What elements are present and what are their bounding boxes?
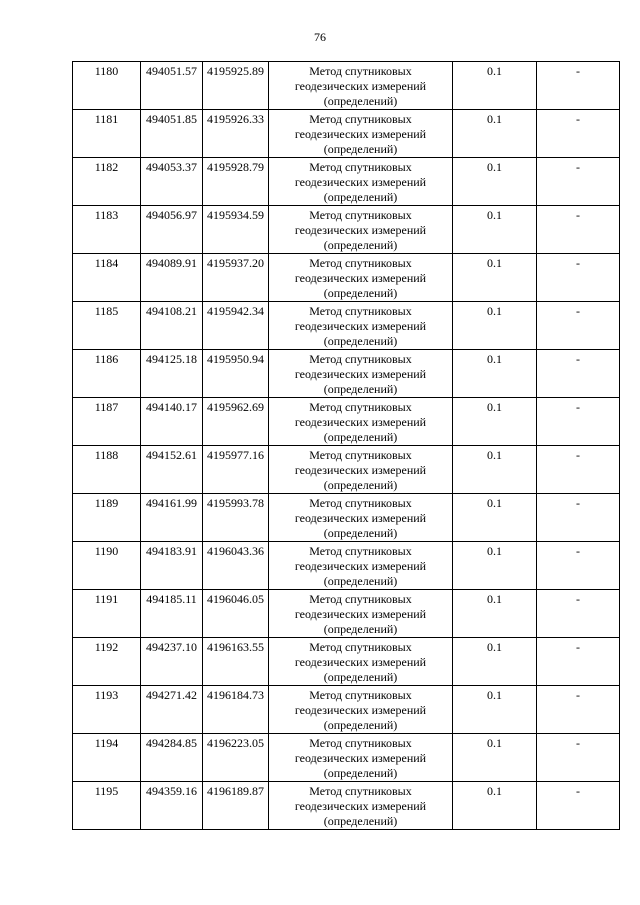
note-cell: - xyxy=(537,158,620,206)
accuracy-cell: 0.1 xyxy=(453,62,537,110)
y-coordinate-cell: 4196184.73 xyxy=(203,686,269,734)
table-row xyxy=(73,350,620,398)
note-cell: - xyxy=(537,206,620,254)
table-row xyxy=(73,494,620,542)
method-cell: Метод спутниковых геодезических измерений (определений) xyxy=(269,398,453,446)
x-coordinate-cell: 494271.42 xyxy=(141,686,203,734)
table-row xyxy=(73,638,620,686)
accuracy-cell: 0.1 xyxy=(453,782,537,830)
y-coordinate-cell: 4195926.33 xyxy=(203,110,269,158)
method-cell: Метод спутниковых геодезических измерений (определений) xyxy=(269,110,453,158)
point-number-cell: 1183 xyxy=(73,206,141,254)
y-coordinate-cell: 4196223.05 xyxy=(203,734,269,782)
point-number-cell: 1193 xyxy=(73,686,141,734)
note-cell: - xyxy=(537,350,620,398)
accuracy-cell: 0.1 xyxy=(453,302,537,350)
y-coordinate-cell: 4195993.78 xyxy=(203,494,269,542)
x-coordinate-cell: 494152.61 xyxy=(141,446,203,494)
x-coordinate-cell: 494185.11 xyxy=(141,590,203,638)
note-cell: - xyxy=(537,686,620,734)
x-coordinate-cell: 494053.37 xyxy=(141,158,203,206)
point-number-cell: 1185 xyxy=(73,302,141,350)
note-cell: - xyxy=(537,494,620,542)
accuracy-cell: 0.1 xyxy=(453,254,537,302)
method-cell: Метод спутниковых геодезических измерений (определений) xyxy=(269,62,453,110)
point-number-cell: 1180 xyxy=(73,62,141,110)
x-coordinate-cell: 494051.85 xyxy=(141,110,203,158)
y-coordinate-cell: 4195937.20 xyxy=(203,254,269,302)
table-row xyxy=(73,782,620,830)
method-cell: Метод спутниковых геодезических измерений (определений) xyxy=(269,590,453,638)
y-coordinate-cell: 4196189.87 xyxy=(203,782,269,830)
y-coordinate-cell: 4196163.55 xyxy=(203,638,269,686)
point-number-cell: 1187 xyxy=(73,398,141,446)
method-cell: Метод спутниковых геодезических измерений (определений) xyxy=(269,638,453,686)
x-coordinate-cell: 494140.17 xyxy=(141,398,203,446)
point-number-cell: 1188 xyxy=(73,446,141,494)
note-cell: - xyxy=(537,590,620,638)
method-cell: Метод спутниковых геодезических измерений (определений) xyxy=(269,494,453,542)
note-cell: - xyxy=(537,638,620,686)
accuracy-cell: 0.1 xyxy=(453,446,537,494)
x-coordinate-cell: 494089.91 xyxy=(141,254,203,302)
method-cell: Метод спутниковых геодезических измерений (определений) xyxy=(269,782,453,830)
table-row xyxy=(73,62,620,110)
table-row xyxy=(73,110,620,158)
method-cell: Метод спутниковых геодезических измерений (определений) xyxy=(269,206,453,254)
note-cell: - xyxy=(537,398,620,446)
y-coordinate-cell: 4196043.36 xyxy=(203,542,269,590)
method-cell: Метод спутниковых геодезических измерений (определений) xyxy=(269,302,453,350)
y-coordinate-cell: 4195950.94 xyxy=(203,350,269,398)
method-cell: Метод спутниковых геодезических измерений (определений) xyxy=(269,542,453,590)
y-coordinate-cell: 4195925.89 xyxy=(203,62,269,110)
point-number-cell: 1195 xyxy=(73,782,141,830)
page-number: 76 xyxy=(314,30,326,44)
accuracy-cell: 0.1 xyxy=(453,494,537,542)
coordinates-table xyxy=(72,61,620,830)
point-number-cell: 1189 xyxy=(73,494,141,542)
note-cell: - xyxy=(537,446,620,494)
note-cell: - xyxy=(537,782,620,830)
point-number-cell: 1182 xyxy=(73,158,141,206)
note-cell: - xyxy=(537,110,620,158)
x-coordinate-cell: 494359.16 xyxy=(141,782,203,830)
point-number-cell: 1184 xyxy=(73,254,141,302)
point-number-cell: 1194 xyxy=(73,734,141,782)
table-row xyxy=(73,686,620,734)
note-cell: - xyxy=(537,734,620,782)
x-coordinate-cell: 494284.85 xyxy=(141,734,203,782)
coordinates-table-body xyxy=(73,62,620,830)
x-coordinate-cell: 494161.99 xyxy=(141,494,203,542)
method-cell: Метод спутниковых геодезических измерений (определений) xyxy=(269,254,453,302)
table-row xyxy=(73,158,620,206)
table-row xyxy=(73,398,620,446)
table-row xyxy=(73,302,620,350)
y-coordinate-cell: 4195934.59 xyxy=(203,206,269,254)
y-coordinate-cell: 4195962.69 xyxy=(203,398,269,446)
accuracy-cell: 0.1 xyxy=(453,542,537,590)
y-coordinate-cell: 4195942.34 xyxy=(203,302,269,350)
note-cell: - xyxy=(537,542,620,590)
method-cell: Метод спутниковых геодезических измерений (определений) xyxy=(269,686,453,734)
method-cell: Метод спутниковых геодезических измерений (определений) xyxy=(269,734,453,782)
table-row xyxy=(73,446,620,494)
accuracy-cell: 0.1 xyxy=(453,206,537,254)
note-cell: - xyxy=(537,302,620,350)
accuracy-cell: 0.1 xyxy=(453,590,537,638)
point-number-cell: 1181 xyxy=(73,110,141,158)
method-cell: Метод спутниковых геодезических измерений (определений) xyxy=(269,158,453,206)
y-coordinate-cell: 4196046.05 xyxy=(203,590,269,638)
note-cell: - xyxy=(537,62,620,110)
table-row xyxy=(73,590,620,638)
table-row xyxy=(73,734,620,782)
point-number-cell: 1191 xyxy=(73,590,141,638)
accuracy-cell: 0.1 xyxy=(453,734,537,782)
x-coordinate-cell: 494183.91 xyxy=(141,542,203,590)
y-coordinate-cell: 4195928.79 xyxy=(203,158,269,206)
note-cell: - xyxy=(537,254,620,302)
accuracy-cell: 0.1 xyxy=(453,686,537,734)
point-number-cell: 1192 xyxy=(73,638,141,686)
table-row xyxy=(73,542,620,590)
method-cell: Метод спутниковых геодезических измерений (определений) xyxy=(269,350,453,398)
accuracy-cell: 0.1 xyxy=(453,638,537,686)
y-coordinate-cell: 4195977.16 xyxy=(203,446,269,494)
x-coordinate-cell: 494051.57 xyxy=(141,62,203,110)
x-coordinate-cell: 494125.18 xyxy=(141,350,203,398)
x-coordinate-cell: 494108.21 xyxy=(141,302,203,350)
x-coordinate-cell: 494056.97 xyxy=(141,206,203,254)
accuracy-cell: 0.1 xyxy=(453,350,537,398)
accuracy-cell: 0.1 xyxy=(453,158,537,206)
x-coordinate-cell: 494237.10 xyxy=(141,638,203,686)
accuracy-cell: 0.1 xyxy=(453,398,537,446)
table-row xyxy=(73,206,620,254)
method-cell: Метод спутниковых геодезических измерений (определений) xyxy=(269,446,453,494)
point-number-cell: 1190 xyxy=(73,542,141,590)
point-number-cell: 1186 xyxy=(73,350,141,398)
table-row xyxy=(73,254,620,302)
accuracy-cell: 0.1 xyxy=(453,110,537,158)
